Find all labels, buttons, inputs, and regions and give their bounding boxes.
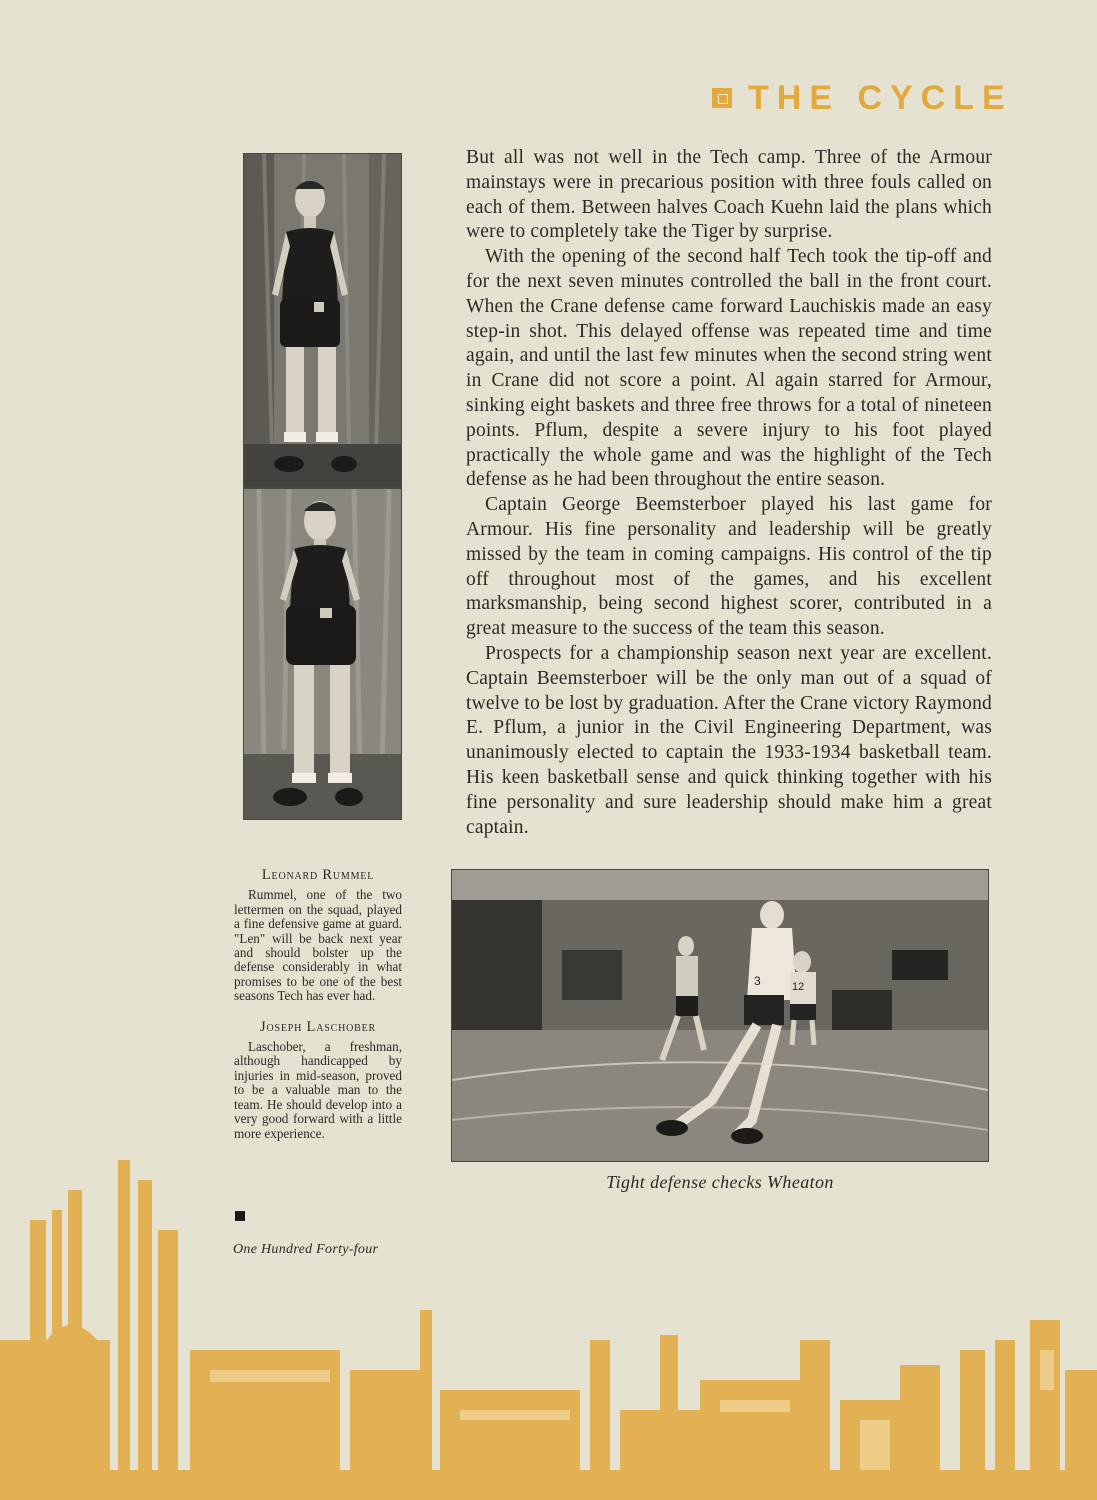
player-bios xyxy=(234,868,402,1157)
bio-heading-rummel: Leonard Rummel xyxy=(261,867,375,883)
body-paragraph: With the opening of the second half Tech took the tip-off and for the next seven minutes controlled the ball in the front court. When the Crane defense came forward Lauchiskis made an easy step-in shot. This delayed offense was repeated time and time again, and until the last few minutes when the second string went in Crane did not score a point. Al again starred for Armour, sinking eight baskets and three free throws for a total of nineteen points. Pflum, despite a severe injury to his foot played practically the whole game and was the highlight of the Tech defense as he had been throughout the entire season. xyxy=(466,246,992,491)
page-header xyxy=(712,78,1013,118)
body-paragraph: Captain George Beemsterboer played his last game for Armour. His fine personality and leadership will be greatly missed by the team in coming campaigns. His control of the tip off throughout most of the games, and his excellent marksmanship, being second highest scorer, contributed in a great measure to the success of the team this season. xyxy=(466,494,992,640)
decorative-skyline xyxy=(0,1150,1097,1500)
bio-text-rummel: Rummel, one of the two lettermen on the squad, played a fine defensive game at guard. "Len" will be back next year and should bolster up the defense considerably in what promises to be one of the best seasons Tech has ever had. xyxy=(234,887,402,1004)
header-square-icon xyxy=(712,88,732,108)
jersey-number-3: 3 xyxy=(754,974,761,988)
jersey-number-12: 12 xyxy=(792,981,805,993)
body-paragraph: Prospects for a championship season next year are excellent. Captain Beemsterboer will be the only man out of a squad of twelve to be lost by graduation. After the Crane victory Raymond E. Pflum, a junior in the Civil Engineering Department, was unanimously elected to captain the 1933-1934 basketball team. His keen basketball sense and quick thinking together with his fine personality and sure leadership should make him a great captain. xyxy=(466,642,992,838)
page-number: One Hundred Forty-four xyxy=(233,1242,379,1257)
photo-caption: Tight defense checks Wheaton xyxy=(606,1172,834,1192)
player-photo-rummel xyxy=(243,153,402,488)
body-paragraph: But all was not well in the Tech camp. Three of the Armour mainstays were in precarious position with three fouls called on each of them. Between halves Coach Kuehn laid the plans which were to completely take the Tiger by surprise. xyxy=(466,147,992,243)
game-action-photo xyxy=(451,869,989,1162)
bio-text-laschober: Laschober, a freshman, although handicapped by injuries in mid-season, proved to be a valuable man to the team. He should develop into a very good forward with a little more experience. xyxy=(234,1039,402,1141)
article-body xyxy=(466,146,992,840)
publication-title: THE CYCLE xyxy=(748,78,1013,117)
bio-heading-laschober: Joseph Laschober xyxy=(260,1018,376,1035)
player-photo-laschober xyxy=(243,488,402,820)
